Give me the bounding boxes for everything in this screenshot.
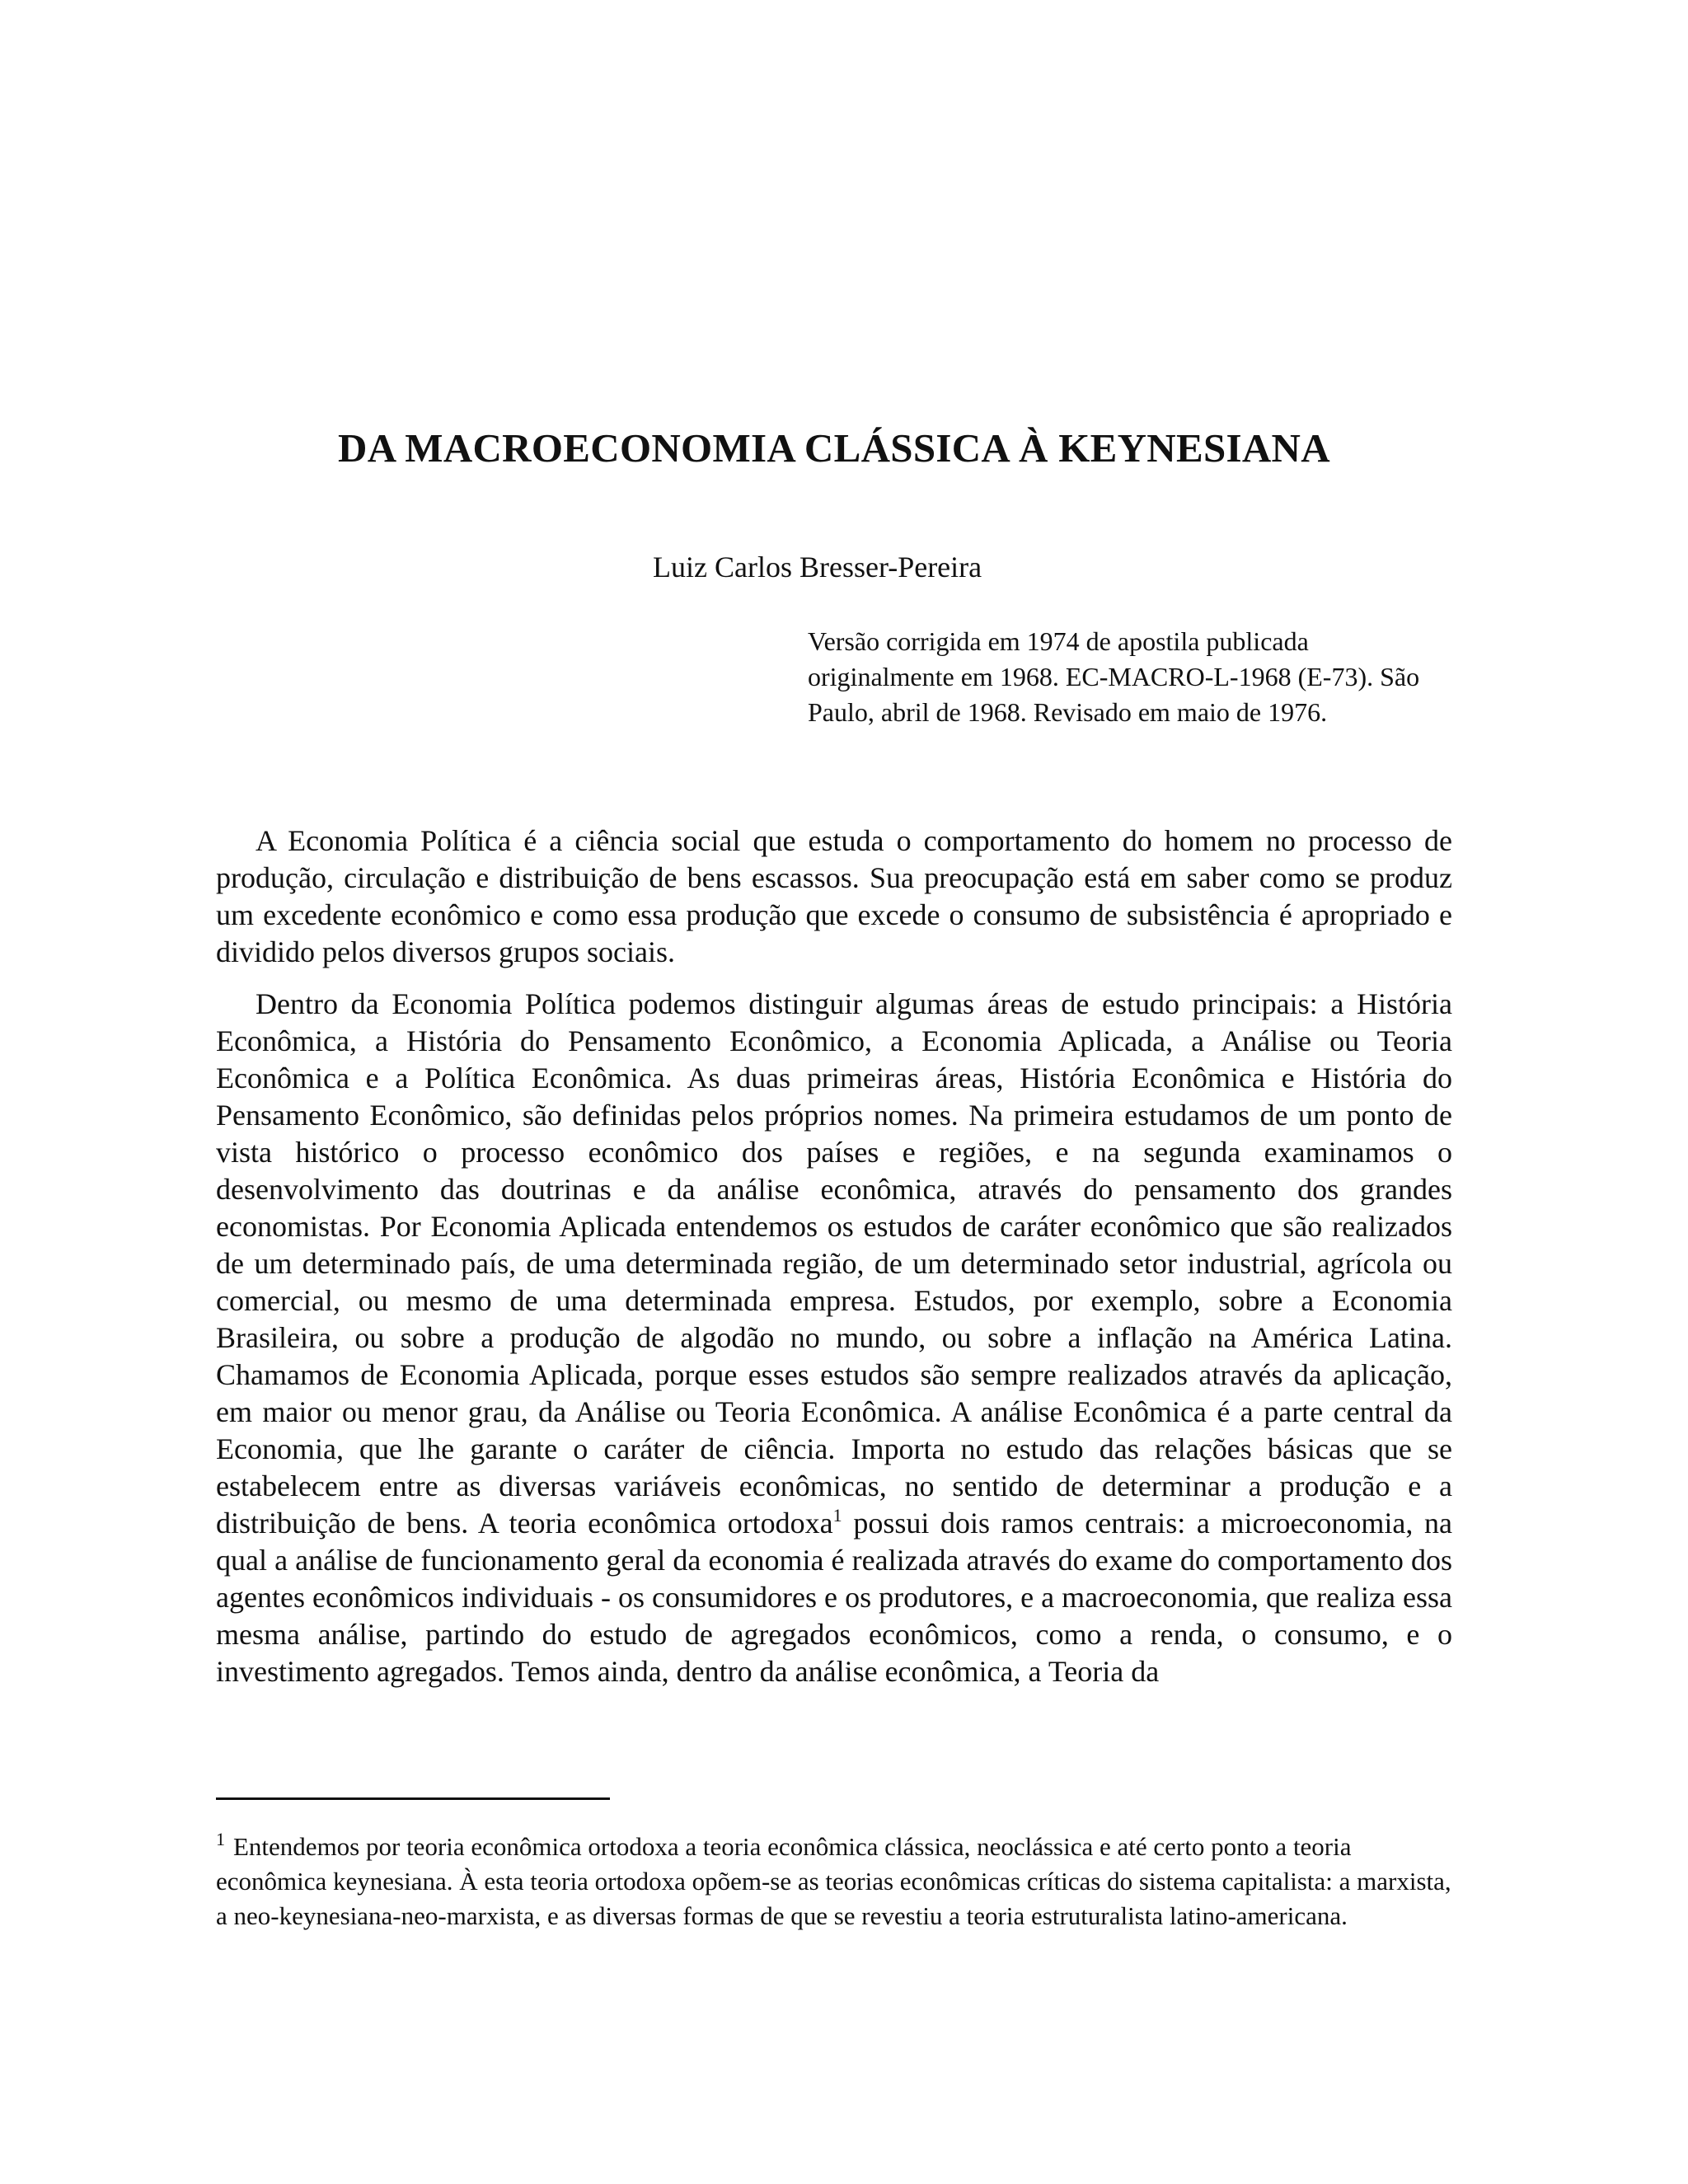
- paragraph: [216, 986, 1452, 1690]
- paragraph: A Economia Política é a ciência social que estuda o comportamento do homem no processo de produção, circulação e distribuição de bens escassos. Sua preocupação está em saber como se produz um excedente econômico e como essa produção que excede o consumo de subsistência é apropriado e dividido pelos diversos grupos sociais.: [216, 824, 1452, 968]
- footnote-separator: [216, 1797, 610, 1800]
- version-note: Versão corrigida em 1974 de apostila publicada originalmente em 1968. EC-MACRO-L-1968 (E-73). São Paulo, abril de 1968. Revisado em maio de 1976.: [808, 626, 1420, 727]
- footnote: [216, 1830, 1452, 1933]
- footnote-number: 1: [216, 1829, 225, 1849]
- footnote-reference[interactable]: 1: [832, 1505, 842, 1526]
- document-title: DA MACROECONOMIA CLÁSSICA À KEYNESIANA: [338, 425, 1330, 471]
- footnote-text: Entendemos por teoria econômica ortodoxa a teoria econômica clássica, neoclássica e até certo ponto a teoria econômica keynesiana. À esta teoria ortodoxa opõem-se as teorias econômicas críticas do sistema capitalista: a marxista, a neo-keynesiana-neo-marxista, e as diversas formas de que se revestiu a teoria estruturalista latino-americana.: [216, 1832, 1451, 1930]
- paragraph-text: Dentro da Economia Política podemos distinguir algumas áreas de estudo principais: a História Econômica, a História do Pensamento Econômico, a Economia Aplicada, a Análise ou Teoria Econômica e a Política Econômica. As duas primeiras áreas, História Econômica e História do Pensamento Econômico, são definidas pelos próprios nomes. Na primeira estudamos de um ponto de vista histórico o processo econômico dos países e regiões, e na segunda examinamos o desenvolvimento das doutrinas e da análise econômica, através do pensamento dos grandes economistas. Por Economia Aplicada entendemos os estudos de caráter econômico que são realizados de um determinado país, de uma determinada região, de um determinado setor industrial, agrícola ou comercial, ou mesmo de uma determinada empresa. Estudos, por exemplo, sobre a Economia Brasileira, ou sobre a produção de algodão no mundo, ou sobre a inflação na América Latina. Chamamos de Economia Aplicada, porque esses estudos são sempre realizados através da aplicação, em maior ou menor grau, da Análise ou Teoria Econômica. A análise Econômica é a parte central da Economia, que lhe garante o caráter de ciência. Importa no estudo das relações básicas que se estabelecem entre as diversas variáveis econômicas, no sentido de determinar a produção e a distribuição de bens. A teoria econômica ortodoxa: [216, 987, 1452, 1540]
- author-name: Luiz Carlos Bresser-Pereira: [653, 551, 982, 583]
- body-text: [216, 823, 1452, 1705]
- paragraph-text: possui dois ramos centrais: a microeconomia, na qual a análise de funcionamento geral da economia é realizada através do exame do comportamento dos agentes econômicos individuais - os consumidores e os produtores, e a macroeconomia, que realiza essa mesma análise, partindo do estudo de agregados econômicos, como a renda, o consumo, e o investimento agregados. Temos ainda, dentro da análise econômica, a Teoria da: [216, 1507, 1452, 1688]
